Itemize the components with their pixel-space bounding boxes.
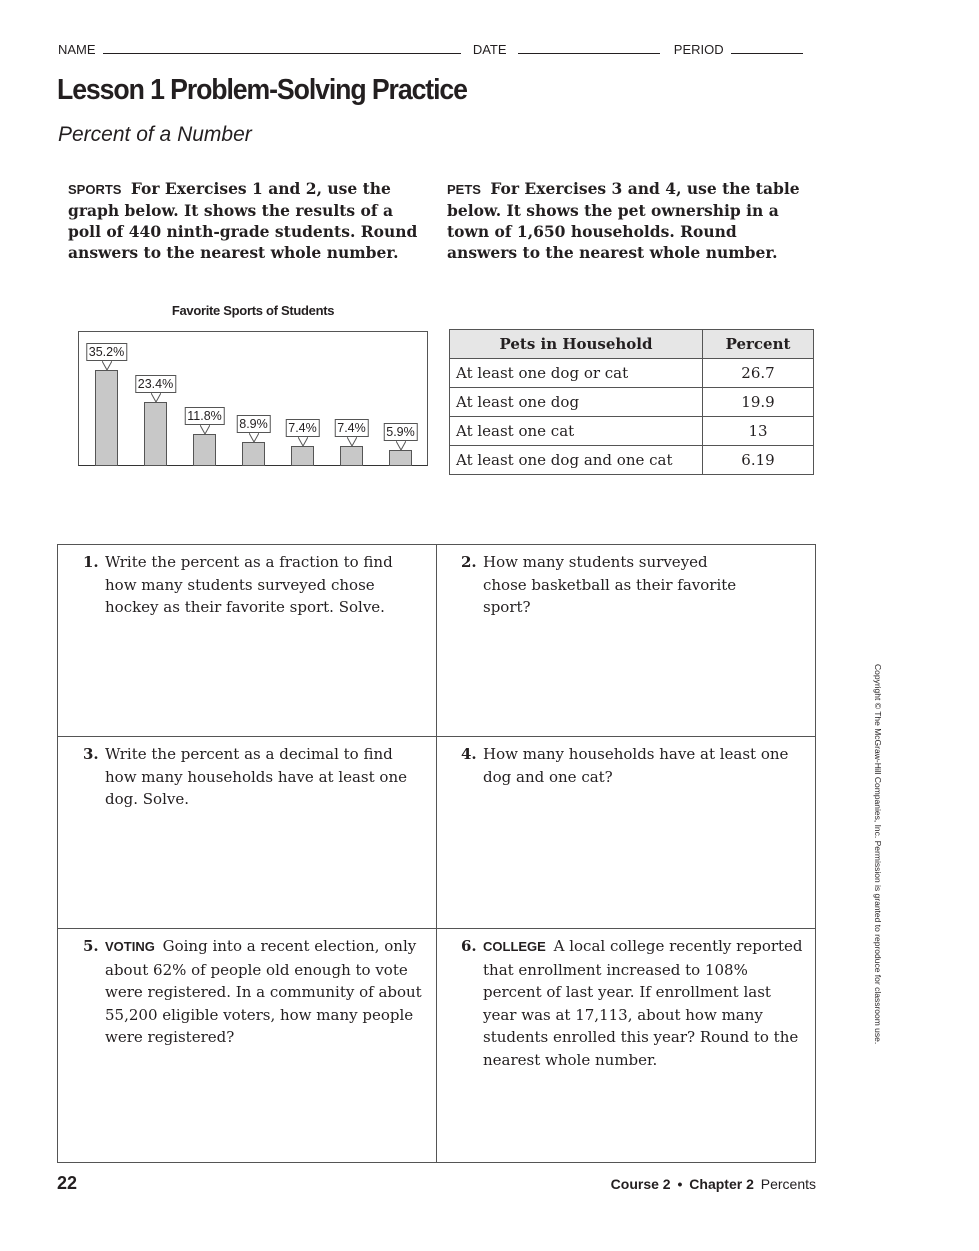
bar-other bbox=[389, 450, 412, 466]
exercise-number: 6. bbox=[461, 937, 477, 955]
exercise-6[interactable] bbox=[461, 935, 806, 1155]
page-number: 22 bbox=[57, 1173, 78, 1193]
bar-value-label: 35.2% bbox=[86, 343, 127, 361]
name-label: NAME bbox=[58, 42, 96, 57]
footer-course: Course 2 bbox=[610, 1176, 671, 1192]
copyright-notice: Copyright © The McGraw-Hill Companies, Inc. Permission is granted to reproduce for classroom use. bbox=[873, 664, 883, 1045]
exercise-number: 3. bbox=[83, 745, 99, 763]
pet-percent: 26.7 bbox=[703, 359, 814, 388]
bar-value-label: 7.4% bbox=[334, 419, 369, 437]
header-percent: Percent bbox=[703, 330, 814, 359]
page-subtitle: Percent of a Number bbox=[58, 123, 252, 146]
pets-instructions bbox=[447, 178, 807, 263]
bar-baseball bbox=[340, 446, 363, 466]
table-row bbox=[450, 359, 814, 388]
bar-basketball bbox=[95, 370, 118, 466]
student-info-header bbox=[58, 41, 803, 57]
exercise-4[interactable] bbox=[461, 743, 801, 923]
grid-divider-vertical bbox=[436, 545, 437, 1162]
bar-value-label: 23.4% bbox=[135, 375, 176, 393]
bar-value-label: 7.4% bbox=[285, 419, 320, 437]
grid-divider-horizontal bbox=[58, 736, 815, 737]
bar-football bbox=[242, 442, 265, 466]
bar-value-label: 8.9% bbox=[236, 415, 271, 433]
exercise-text: How many households have at least one dog and one cat? bbox=[483, 745, 789, 786]
exercise-keyword: VOTING bbox=[105, 939, 155, 954]
exercise-text: How many students surveyed chose basketball as their favorite sport? bbox=[483, 553, 737, 616]
page-title: Lesson 1 Problem-Solving Practice bbox=[57, 74, 467, 106]
date-label: DATE bbox=[472, 42, 507, 57]
footer-separator: • bbox=[677, 1176, 683, 1192]
bar-chart bbox=[78, 331, 428, 466]
date-field[interactable] bbox=[518, 41, 660, 54]
pet-category: At least one cat bbox=[450, 417, 703, 446]
footer-course-info bbox=[611, 1176, 816, 1192]
table-row bbox=[450, 446, 814, 475]
pets-table bbox=[449, 329, 814, 475]
pet-percent: 19.9 bbox=[703, 388, 814, 417]
exercise-number: 2. bbox=[461, 553, 477, 571]
bar-value-label: 11.8% bbox=[184, 407, 225, 425]
exercise-5[interactable] bbox=[83, 935, 423, 1155]
exercise-number: 5. bbox=[83, 937, 99, 955]
period-label: PERIOD bbox=[673, 42, 724, 57]
exercise-keyword: COLLEGE bbox=[483, 939, 546, 954]
sports-instructions-text: For Exercises 1 and 2, use the graph below. It shows the results of a poll of 440 ninth-grade students. Round answers to the nearest whole number. bbox=[68, 179, 418, 262]
chart-title: Favorite Sports of Students bbox=[171, 303, 335, 318]
name-field[interactable] bbox=[103, 41, 461, 54]
exercise-number: 1. bbox=[83, 553, 99, 571]
pets-instructions-text: For Exercises 3 and 4, use the table below. It shows the pet ownership in a town of 1,650 households. Round answers to the nearest whole number. bbox=[447, 179, 800, 262]
exercise-text bbox=[105, 935, 423, 1049]
pet-category: At least one dog or cat bbox=[450, 359, 703, 388]
bar-value-label: 5.9% bbox=[383, 423, 418, 441]
bar-volleyball bbox=[291, 446, 314, 466]
table-header-row bbox=[450, 330, 814, 359]
pet-percent: 6.19 bbox=[703, 446, 814, 475]
sports-instructions bbox=[68, 178, 423, 263]
exercise-text: Write the percent as a fraction to find how many students surveyed chose hockey as their favorite sport. Solve. bbox=[105, 553, 393, 616]
exercise-text bbox=[483, 935, 806, 1071]
exercise-2[interactable] bbox=[461, 551, 801, 731]
sports-tag: SPORTS bbox=[68, 182, 122, 197]
pets-tag: PETS bbox=[447, 182, 481, 197]
exercise-3[interactable] bbox=[83, 743, 423, 923]
period-field[interactable] bbox=[731, 41, 803, 54]
exercise-body: Going into a recent election, only about 62% of people old enough to vote were registered. In a community of about 55,200 eligible voters, how many people were registered? bbox=[105, 937, 422, 1046]
exercise-number: 4. bbox=[461, 745, 477, 763]
pet-category: At least one dog and one cat bbox=[450, 446, 703, 475]
exercise-1[interactable] bbox=[83, 551, 423, 731]
pet-category: At least one dog bbox=[450, 388, 703, 417]
exercises-grid bbox=[57, 544, 816, 1163]
bar-hockey bbox=[144, 402, 167, 466]
footer-chapter: Chapter 2 bbox=[689, 1176, 754, 1192]
exercise-body: A local college recently reported that enrollment increased to 108% percent of last year. If enrollment last year was at 17,113, about how many students enrolled this year? Round to the nearest whole number. bbox=[483, 937, 803, 1069]
header-pets-in-household: Pets in Household bbox=[450, 330, 703, 359]
bar-soccer bbox=[193, 434, 216, 466]
table-row bbox=[450, 417, 814, 446]
exercise-text: Write the percent as a decimal to find how many households have at least one dog. Solve. bbox=[105, 745, 407, 808]
footer-topic: Percents bbox=[760, 1176, 816, 1192]
pet-percent: 13 bbox=[703, 417, 814, 446]
table-row bbox=[450, 388, 814, 417]
grid-divider-horizontal bbox=[58, 928, 815, 929]
